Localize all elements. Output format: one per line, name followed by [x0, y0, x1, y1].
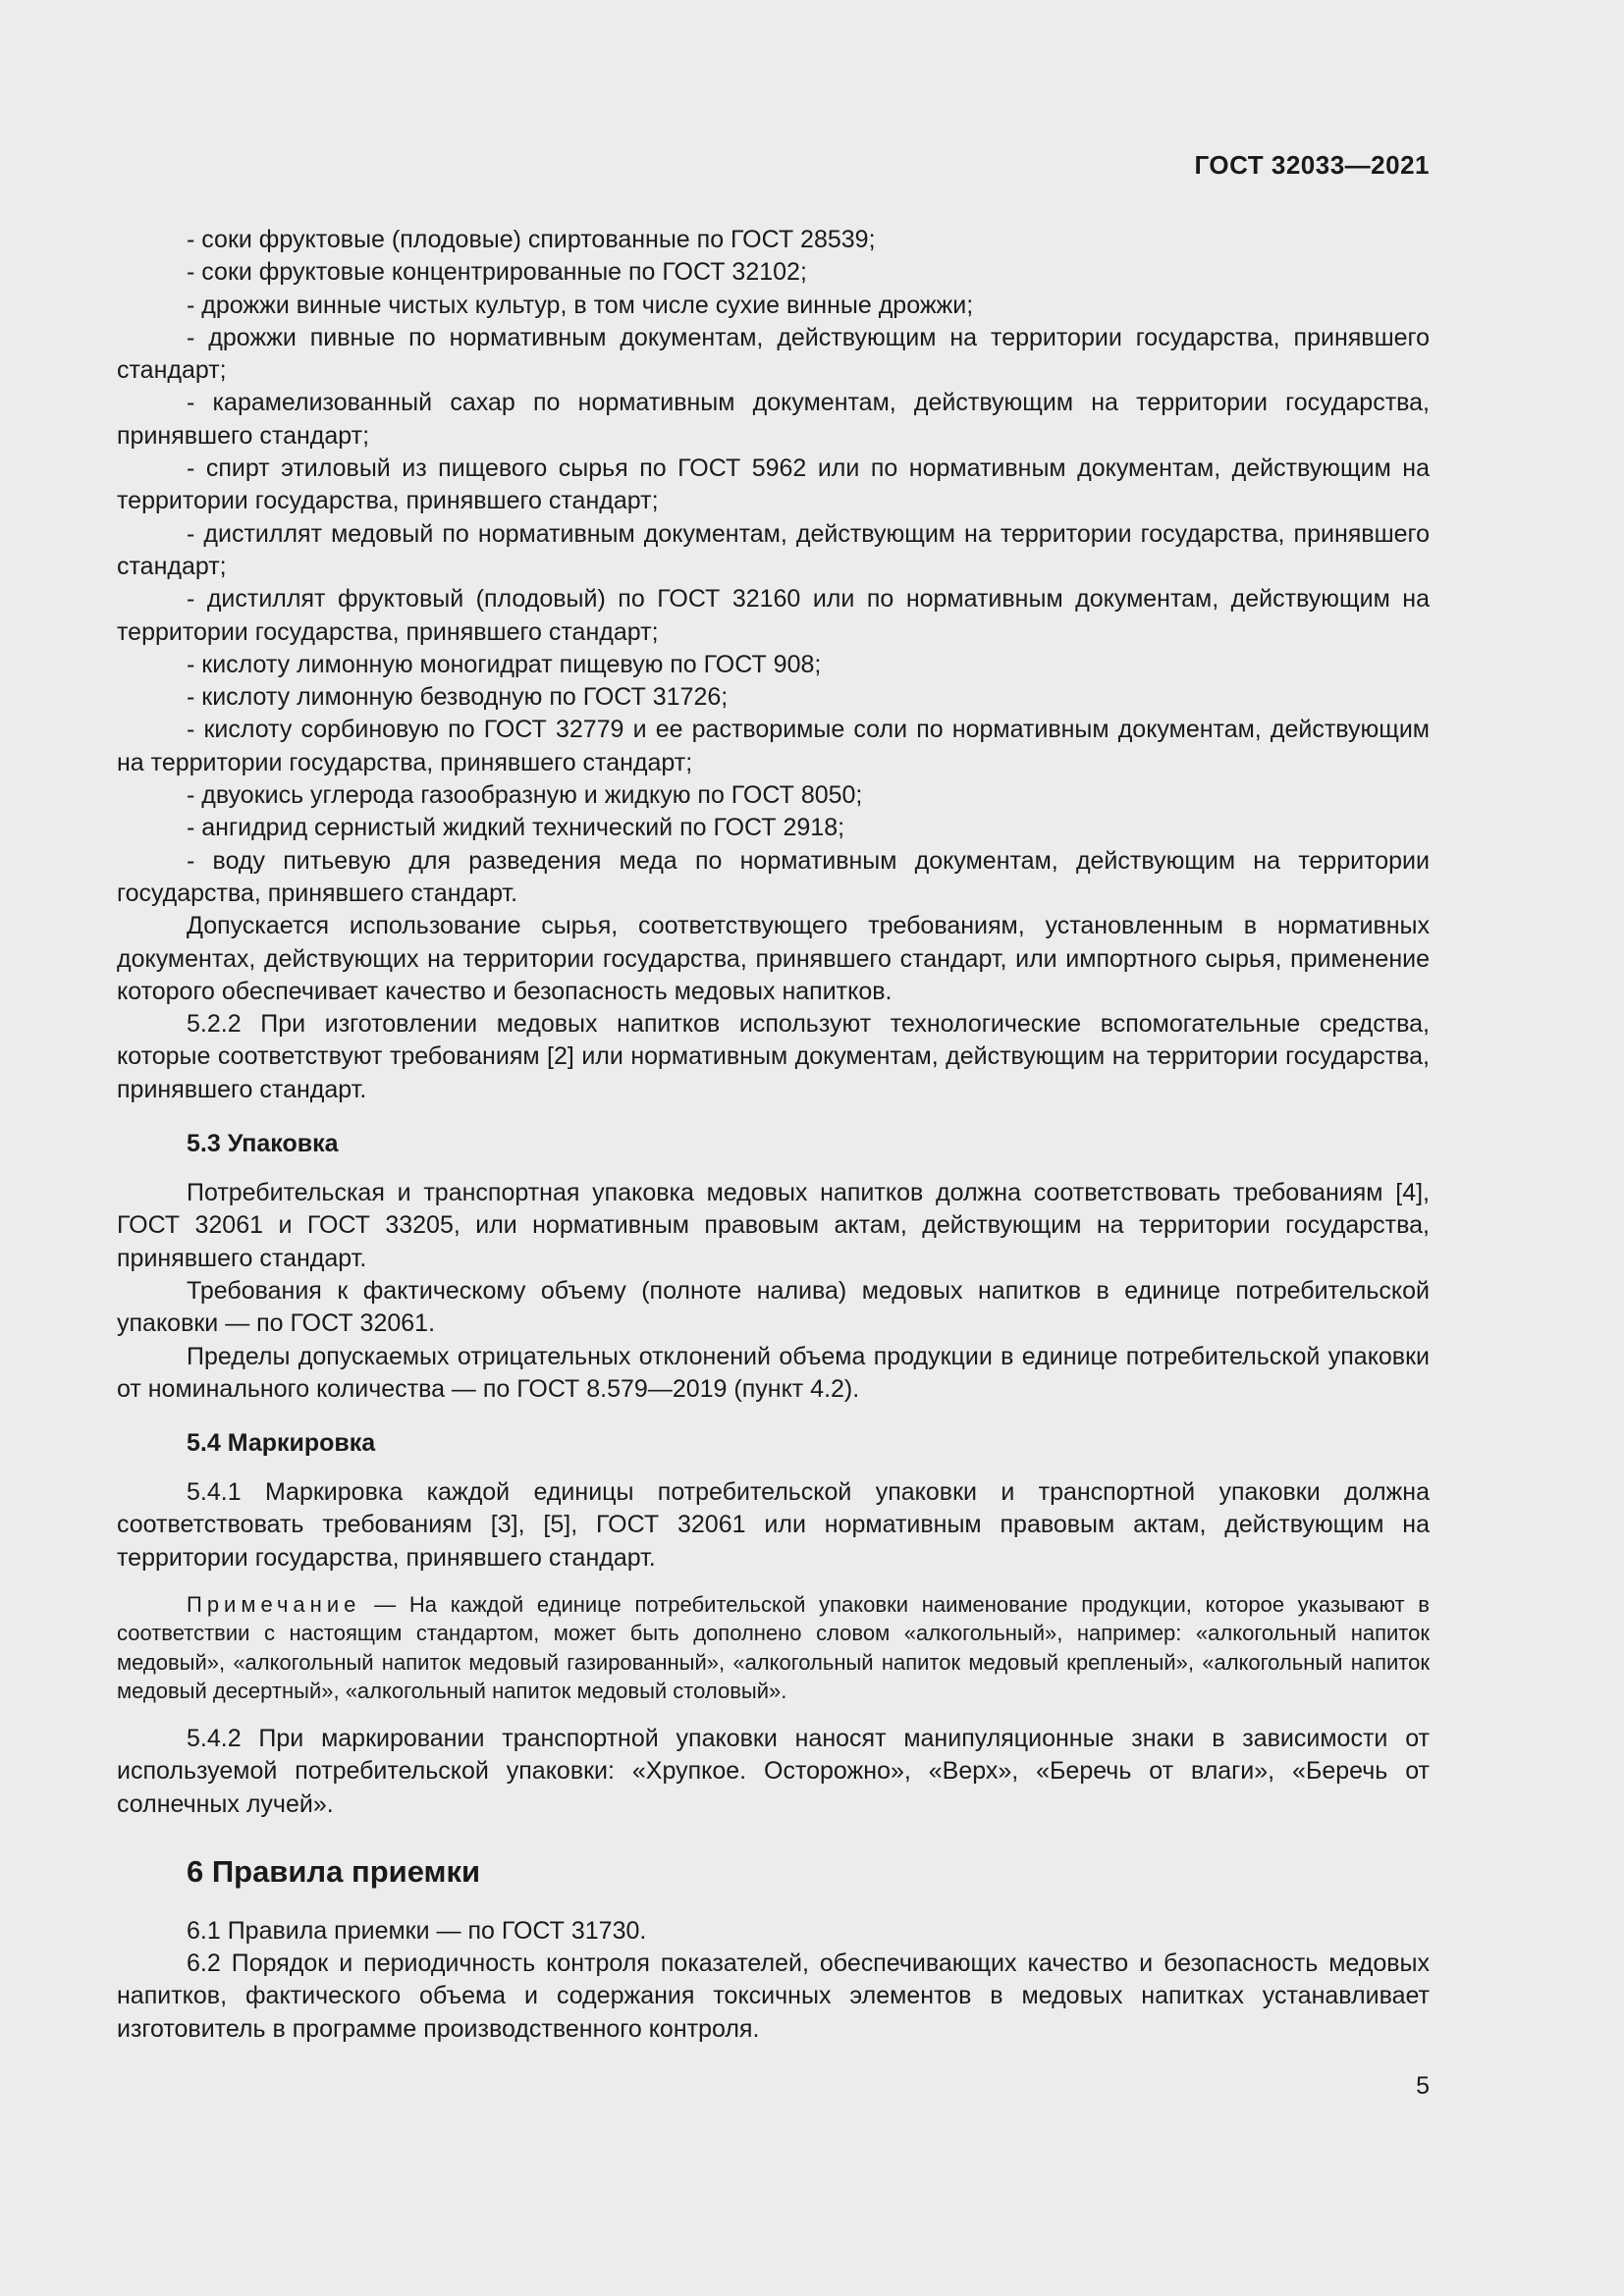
note [117, 1590, 1430, 1706]
list-item: - дрожжи винные чистых культур, в том числе сухие винные дрожжи; [187, 291, 974, 319]
paragraph: Потребительская и транспортная упаковка медовых напитков должна соответствовать требованиям [4], ГОСТ 32061 и ГОСТ 33205, или нормативным правовым актам, действующим на территории государства, принявшего стандарт. [117, 1179, 1430, 1272]
paragraph-5-4-2: 5.4.2 При маркировании транспортной упаковки наносят манипуляционные знаки в зависимости от используемой потребительской упаковки: «Хрупкое. Осторожно», «Верх», «Беречь от влаги», «Беречь от солнечных лучей». [117, 1724, 1430, 1818]
note-label: Примечание [187, 1591, 361, 1617]
list-item: - ангидрид сернистый жидкий технический по ГОСТ 2918; [187, 814, 845, 842]
paragraph-5-4-1: 5.4.1 Маркировка каждой единицы потребительской упаковки и транспортной упаковки должна соответствовать требованиям [3], [5], ГОСТ 32061 или нормативным правовым актам, действующим на территории государства, принявшего стандарт. [117, 1478, 1430, 1572]
document-header: ГОСТ 32033—2021 [1194, 150, 1430, 180]
note-text: — На каждой единице потребительской упаковки наименование продукции, которое указывают в соответствии с настоящим стандартом, может быть дополнено словом «алкогольный», например: «алкогольный напиток медовый», «алкогольный напиток медовый газированный», «алкогольный напиток медовый крепленый», «алкогольный напиток медовый десертный», «алкогольный напиток медовый столовый». [117, 1591, 1430, 1704]
list-item: - дистиллят медовый по нормативным документам, действующим на территории государства, принявшего стандарт; [117, 519, 1430, 580]
list-item: - воду питьевую для разведения меда по нормативным документам, действующим на территории государства, принявшего стандарт. [117, 846, 1430, 907]
page-number: 5 [1416, 2072, 1430, 2100]
paragraph-6-1: 6.1 Правила приемки — по ГОСТ 31730. [187, 1916, 647, 1945]
list-item: - соки фруктовые концентрированные по ГОСТ 32102; [187, 258, 807, 287]
chapter-heading-6: 6 Правила приемки [187, 1853, 481, 1889]
paragraph: Требования к фактическому объему (полноте налива) медовых напитков в единице потребительской упаковки — по ГОСТ 32061. [117, 1276, 1430, 1338]
list-item: - дрожжи пивные по нормативным документам, действующим на территории государства, принявшего стандарт; [117, 323, 1430, 385]
paragraph-5-2-2: 5.2.2 При изготовлении медовых напитков используют технологические вспомогательные средства, которые соответствуют требованиям [2] или нормативным документам, действующим на территории государства, принявшего стандарт. [117, 1010, 1430, 1103]
paragraph-allowed-raw: Допускается использование сырья, соответствующего требованиям, установленным в нормативных документах, действующих на территории государства, принявшего стандарт, или импортного сырья, применение которого обеспечивает качество и безопасность медовых напитков. [117, 912, 1430, 1005]
page-content [117, 224, 1430, 2046]
paragraph-6-2: 6.2 Порядок и периодичность контроля показателей, обеспечивающих качество и безопасность медовых напитков, фактического объема и содержания токсичных элементов в медовых напитках устанавливает изготовитель в программе производственного контроля. [117, 1949, 1430, 2043]
list-item: - карамелизованный сахар по нормативным документам, действующим на территории государства, принявшего стандарт; [117, 389, 1430, 450]
paragraph: Пределы допускаемых отрицательных отклонений объема продукции в единице потребительской упаковки от номинального количества — по ГОСТ 8.579—2019 (пункт 4.2). [117, 1342, 1430, 1403]
list-item: - двуокись углерода газообразную и жидкую по ГОСТ 8050; [187, 781, 863, 810]
list-item: - спирт этиловый из пищевого сырья по ГОСТ 5962 или по нормативным документам, действующим на территории государства, принявшего стандарт; [117, 454, 1430, 515]
list-item: - кислоту сорбиновую по ГОСТ 32779 и ее растворимые соли по нормативным документам, действующим на территории государства, принявшего стандарт; [117, 716, 1430, 776]
list-item: - кислоту лимонную безводную по ГОСТ 31726; [187, 683, 729, 712]
raw-materials-list [117, 224, 1430, 910]
section-heading-5-3: 5.3 Упаковка [187, 1130, 339, 1158]
list-item: - соки фруктовые (плодовые) спиртованные по ГОСТ 28539; [187, 226, 876, 253]
section-heading-5-4: 5.4 Маркировка [187, 1429, 376, 1458]
list-item: - кислоту лимонную моногидрат пищевую по ГОСТ 908; [187, 650, 822, 678]
list-item: - дистиллят фруктовый (плодовый) по ГОСТ 32160 или по нормативным документам, действующим на территории государства, принявшего стандарт; [117, 585, 1430, 646]
